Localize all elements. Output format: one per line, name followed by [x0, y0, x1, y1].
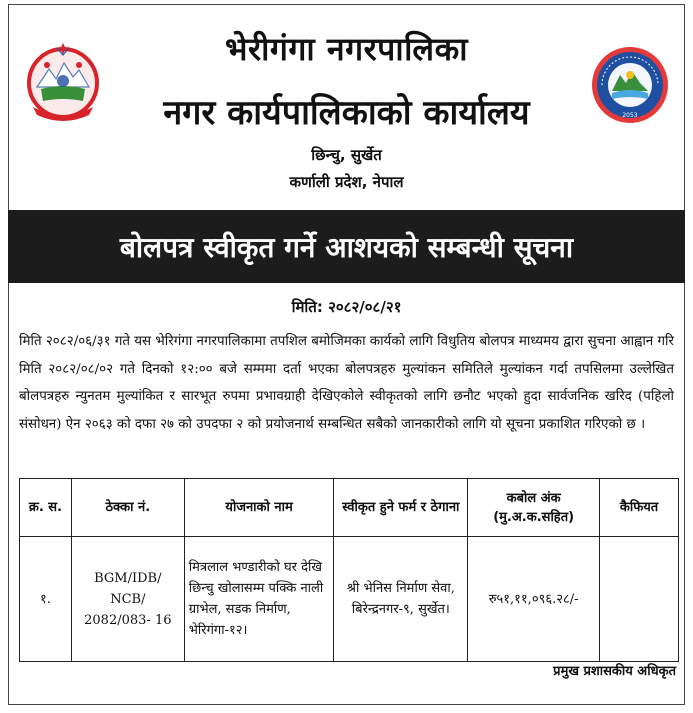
logo-year: 2053: [622, 112, 638, 119]
org-name: भेरीगंगा नगरपालिका: [224, 30, 468, 68]
contract-table: [19, 478, 679, 662]
cell-project: मित्रलाल भण्डारीको घर देखि छिन्चु खोलासम्म पक्कि नाली ग्राभेल, सडक निर्माण, भेरिगंगा-१२।: [184, 537, 334, 662]
header-sn: क्र. स.: [20, 479, 72, 537]
table-header-row: [20, 479, 679, 537]
notice-body: मिति २०८२/०६/३१ गते यस भेरिगंगा नगरपालिकामा तपशिल बमोजिमका कार्यको लागि विधुतिय बोलपत्र माध्यमय द्वारा सुचना आह्वान गरि मिति २०८२/०८/०२ गते दिनको १२:०० बजे सम्ममा दर्ता भएका बोलपत्रहरु मुल्यांकन समितिले मुल्यांकन गर्दा तपसिलमा उल्लेखित बोलपत्रहरु न्युनतम मुल्यांकित र सारभूत रुपमा प्रभावग्राही देखिएकोले स्वीकृतको लागि छनौट भएको हुदा सार्वजनिक खरिद (पहिलो संसोधन) ऐन २०६३ को दफा २७ को उपदफा २ को प्रयोजनार्थ सम्बन्धित सबैको जानकारीको लागि यो सूचना प्रकाशित गरिएको छ ।: [19, 334, 674, 432]
header-project: योजनाको नाम: [184, 479, 334, 537]
header-amount: कबोल अंक (मु.अ.क.सहित): [468, 479, 600, 537]
cell-amount: रु५१,११,०९६.२८/-: [468, 537, 600, 662]
cell-contract-no: BGM/IDB/ NCB/ 2082/083- 16: [71, 537, 184, 662]
header-contract-no: ठेक्का नं.: [71, 479, 184, 537]
table-row: [20, 537, 679, 662]
notice-title: बोलपत्र स्वीकृत गर्ने आशयको सम्बन्धी सूचना: [119, 230, 574, 264]
header-remarks: कैफियत: [600, 479, 679, 537]
notice-date: मिति: २०८२/०८/२१: [291, 298, 402, 316]
address-line-2: कर्णाली प्रदेश, नेपाल: [289, 173, 404, 191]
header-firm: स्वीकृत हुने फर्म र ठेगाना: [334, 479, 468, 537]
notice-title-banner: [8, 210, 685, 283]
office-name: नगर कार्यपालिकाको कार्यालय: [163, 93, 530, 133]
notice-page: [8, 4, 685, 705]
cell-remarks: [600, 537, 679, 662]
cell-sn: १.: [20, 537, 72, 662]
cell-firm: श्री भेनिस निर्माण सेवा, बिरेन्द्रनगर-९, सुर्खेत।: [334, 537, 468, 662]
address-line-1: छिन्चु, सुर्खेत: [311, 146, 382, 164]
signature-title: प्रमुख प्रशासकीय अधिकृत: [553, 664, 676, 679]
